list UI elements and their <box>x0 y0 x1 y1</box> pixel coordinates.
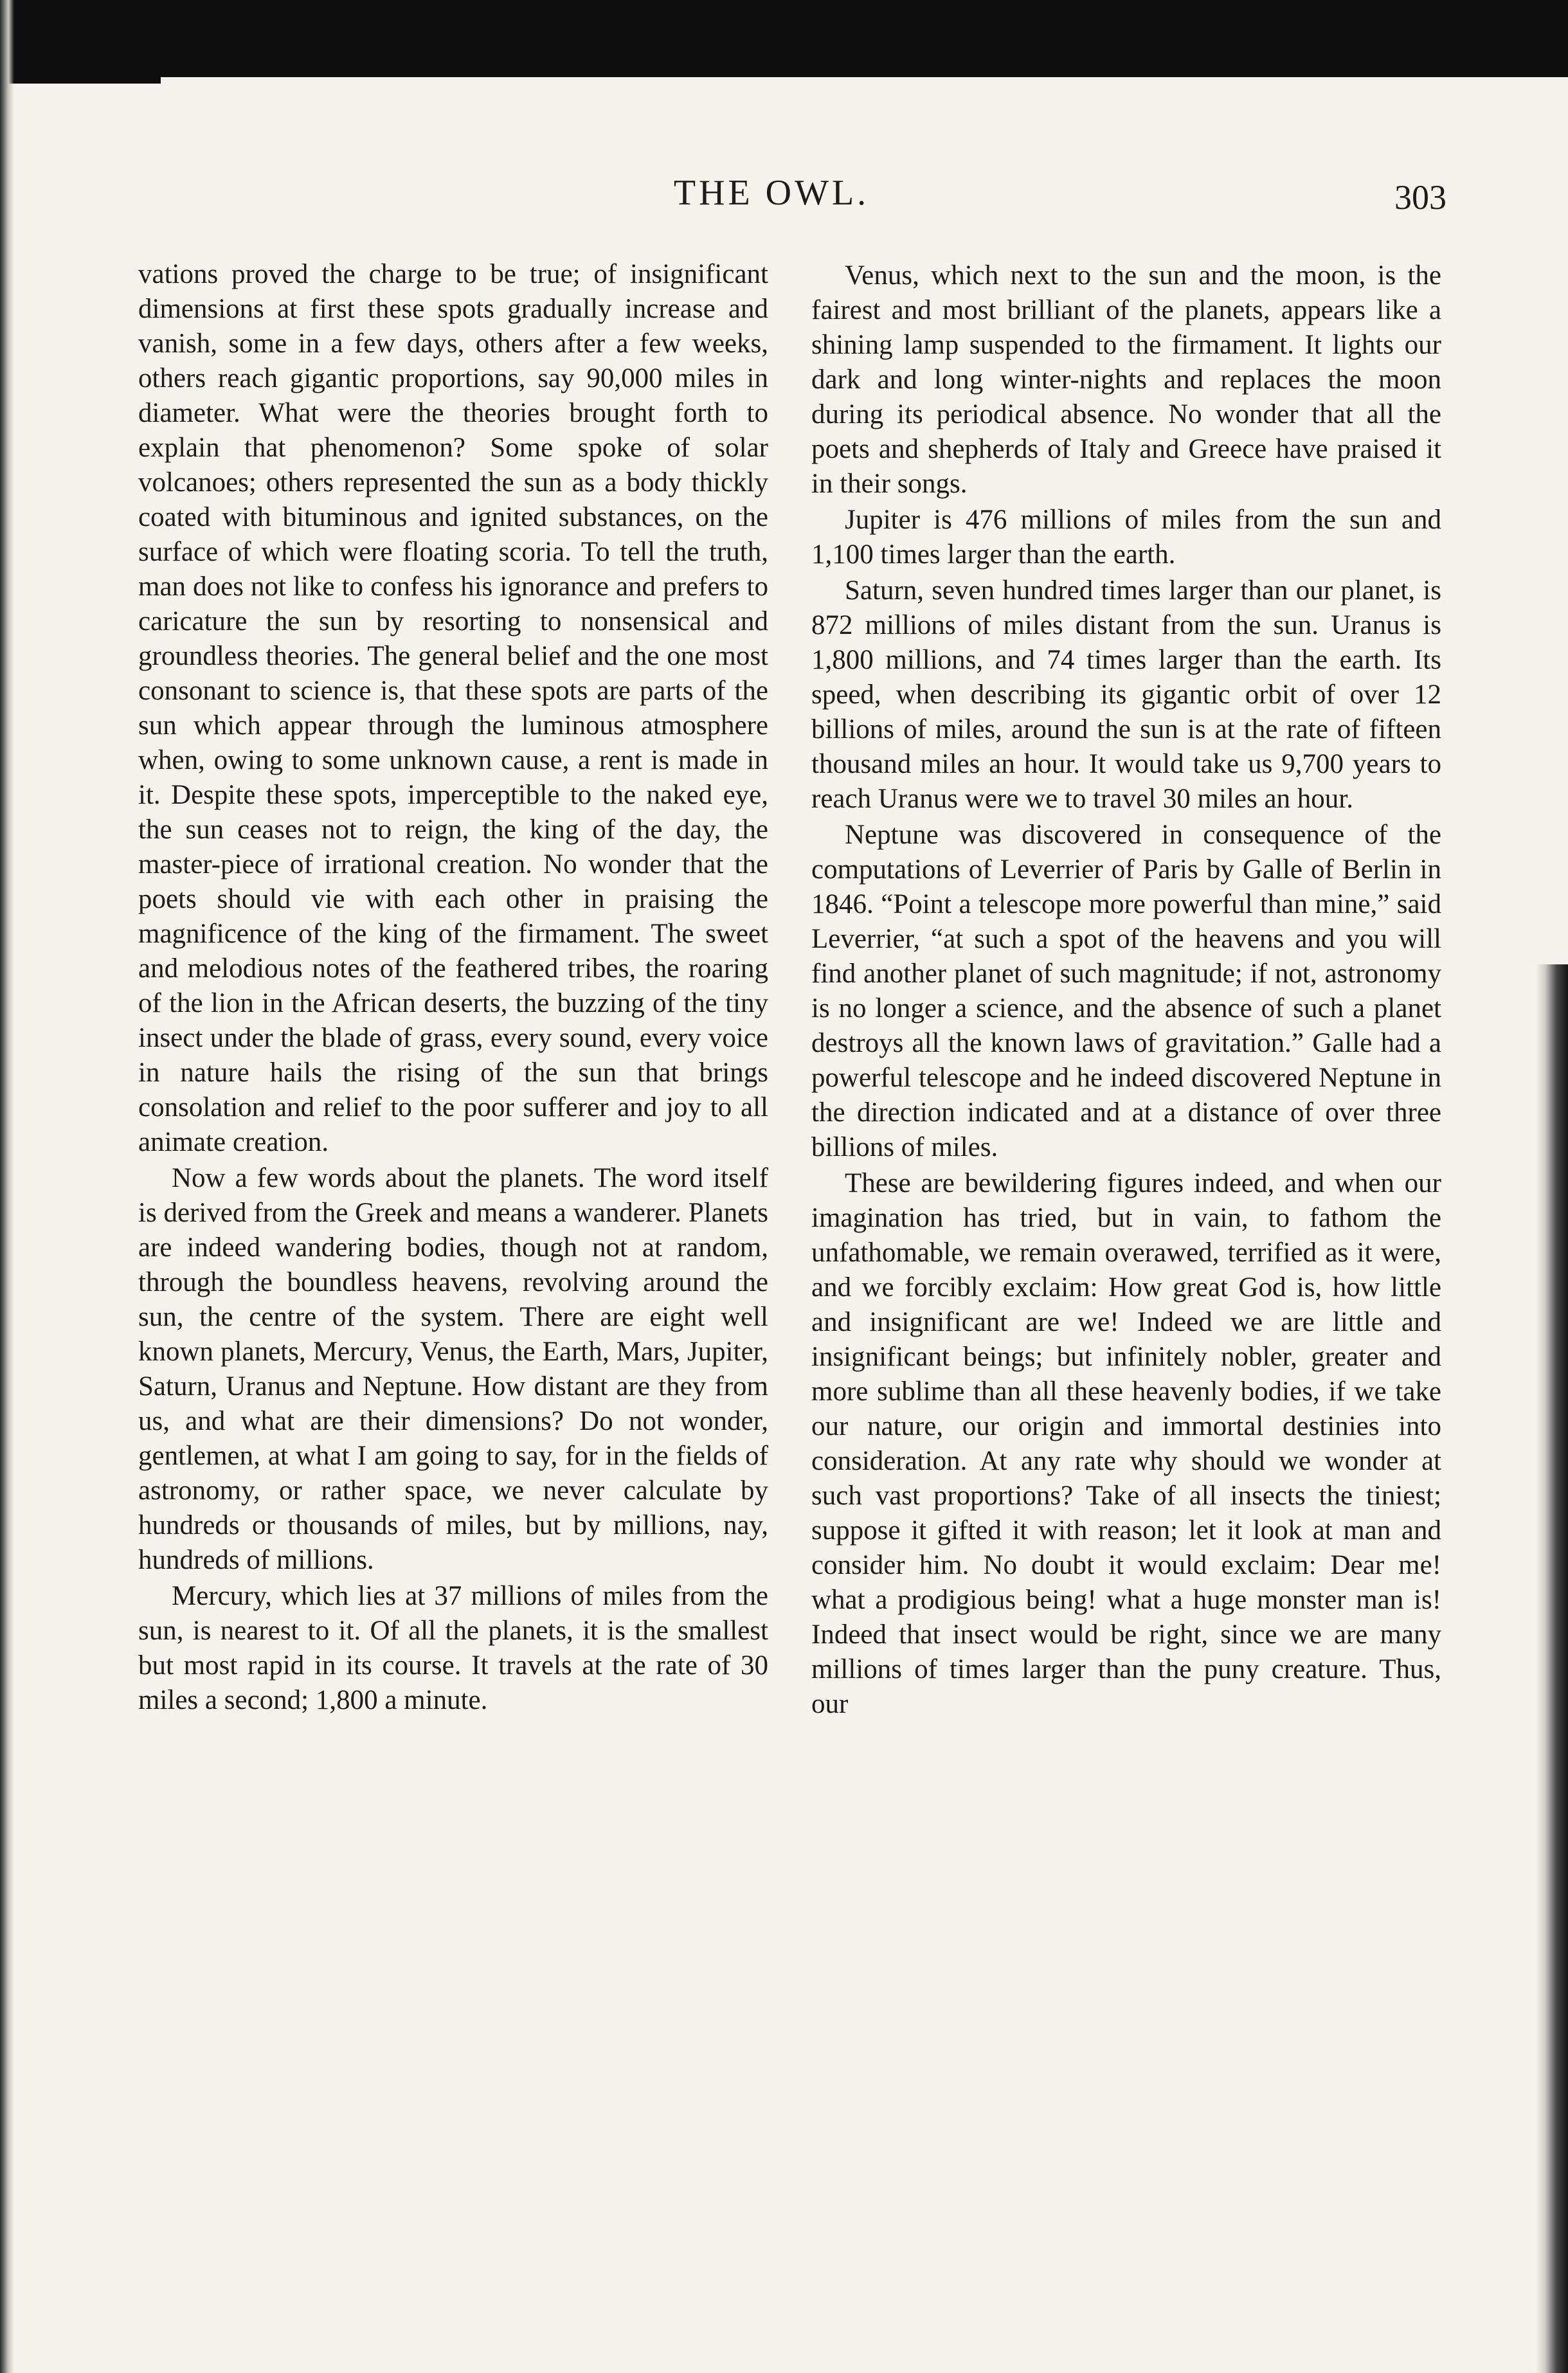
page-header <box>96 172 1446 230</box>
paragraph: Jupiter is 476 millions of miles from the sun and 1,100 times larger than the earth. <box>811 505 1441 570</box>
paragraph: Venus, which next to the sun and the moon, is the fairest and most brilliant of the planets, appears like a shining lamp suspended to the firmament. It lights our dark and long winter-nights and replaces the moon during its periodical absence. No wonder that all the poets and shepherds of Italy and Greece have praised it in their songs. <box>811 260 1441 499</box>
paragraph: vations proved the charge to be true; of insignificant dimensions at first these spots gradually increase and vanish, some in a few days, others after a few weeks, others reach gigantic proportions, say 90,000 miles in diameter. What were the theories brought forth to explain that phenomenon? Some spoke of solar volcanoes; others represented the sun as a body thickly coated with bituminous and ignited substances, on the surface of which were floating scoria. To tell the truth, man does not like to confess his ignorance and prefers to caricature the sun by resorting to nonsensical and groundless theories. The general belief and the one most consonant to science is, that these spots are parts of the sun which appear through the luminous atmosphere when, owing to some unknown cause, a rent is made in it. Despite these spots, imperceptible to the naked eye, the sun ceases not to reign, the king of the day, the master-piece of irrational creation. No wonder that the poets should vie with each other in praising the magnificence of the king of the firmament. The sweet and melodious notes of the feathered tribes, the roaring of the lion in the African deserts, the buzzing of the tiny insect under the blade of grass, every sound, every voice in nature hails the rising of the sun that brings consolation and relief to the poor sufferer and joy to all animate creation. <box>138 259 768 1157</box>
running-title: THE OWL. <box>673 173 870 213</box>
left-column <box>138 257 768 1718</box>
right-column <box>811 257 1441 1722</box>
scan-right-edge <box>1536 964 1568 2373</box>
paragraph: Now a few words about the planets. The word itself is derived from the Greek and means a wanderer. Planets are indeed wandering bodies, though not at random, through the boundless heavens, revolving around the sun, the centre of the system. There are eight well known planets, Mercury, Venus, the Earth, Mars, Jupiter, Saturn, Uranus and Neptune. How distant are they from us, and what are their dimensions? Do not wonder, gentlemen, at what I am going to say, for in the fields of astronomy, or rather space, we never calculate by hundreds or thousands of miles, but by millions, nay, hundreds of millions. <box>138 1163 768 1575</box>
paragraph: Neptune was discovered in consequence of the computations of Leverrier of Paris by Galle of Berlin in 1846. “Point a telescope more powerful than mine,” said Leverrier, “at such a spot of the heavens and you will find another planet of such magnitude; if not, astronomy is no longer a science, and the absence of such a planet destroys all the known laws of gravitation.” Galle had a powerful telescope and he indeed discovered Neptune in the direction indicated and at a distance of over three billions of miles. <box>811 820 1441 1162</box>
paragraph: These are bewildering figures indeed, and when our imagination has tried, but in vain, to fathom the unfathomable, we remain overawed, terrified as it were, and we forcibly exclaim: How great God is, how little and insignificant are we! Indeed we are little and insignificant beings; but infinitely nobler, greater and more sublime than all these heavenly bodies, if we take our nature, our origin and immortal destinies into consideration. At any rate why should we wonder at such vast proportions? Take of all insects the tiniest; suppose it gifted it with reason; let it look at man and consider him. No doubt it would exclaim: Dear me! what a prodigious being! what a huge monster man is! Indeed that insect would be right, since we are many millions of times larger than the puny creature. Thus, our <box>811 1168 1441 1719</box>
paragraph: Mercury, which lies at 37 millions of miles from the sun, is nearest to it. Of all the planets, it is the smallest but most rapid in its course. It travels at the rate of 30 miles a second; 1,800 a minute. <box>138 1581 768 1715</box>
paragraph: Saturn, seven hundred times larger than our planet, is 872 millions of miles distant from the sun. Uranus is 1,800 millions, and 74 times larger than the earth. Its speed, when describing its gigantic orbit of over 12 billions of miles, around the sun is at the rate of fifteen thousand miles an hour. It would take us 9,700 years to reach Uranus were we to travel 30 miles an hour. <box>811 575 1441 814</box>
scan-top-border <box>0 0 1568 77</box>
scan-top-border-notch <box>0 0 161 84</box>
scan-left-edge <box>0 0 14 2373</box>
page-number: 303 <box>1394 178 1446 217</box>
